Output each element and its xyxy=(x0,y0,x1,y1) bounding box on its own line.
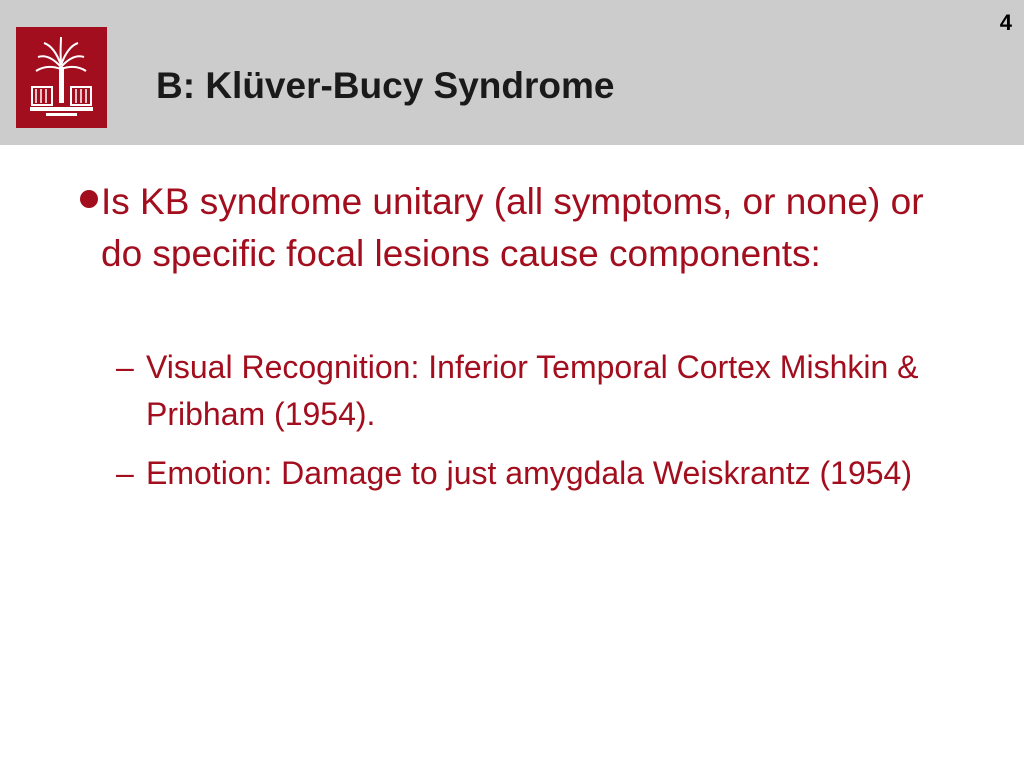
slide-number: 4 xyxy=(999,10,1012,35)
bullet-dot-icon xyxy=(80,190,98,208)
slide-title: B: Klüver-Bucy Syndrome xyxy=(156,65,615,106)
header-band xyxy=(0,0,1024,145)
sub-bullet-text: Visual Recognition: Inferior Temporal Cortex Mishkin & Pribham (1954). xyxy=(146,349,919,432)
bullet-text: Is KB syndrome unitary (all symptoms, or none) or do specific focal lesions cause components: xyxy=(101,181,924,274)
sub-bullet-text: Emotion: Damage to just amygdala Weiskrantz (1954) xyxy=(146,455,912,491)
university-palmetto-logo-icon xyxy=(16,27,107,128)
sub-bullet-dash: – xyxy=(116,349,134,385)
sub-bullet-dash: – xyxy=(116,455,134,491)
